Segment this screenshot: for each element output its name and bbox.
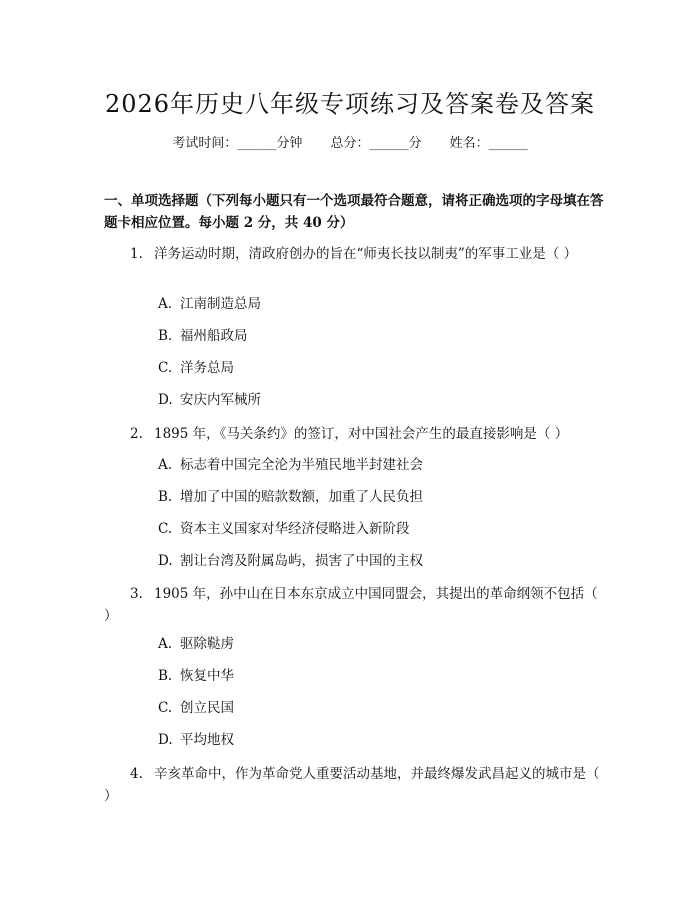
question-2 xyxy=(104,423,604,445)
option-letter: D. xyxy=(158,392,173,408)
question-number: 1. xyxy=(130,246,143,262)
option-letter: B. xyxy=(158,668,173,684)
question-number: 2. xyxy=(130,426,143,442)
student-name-field: 姓名：______ xyxy=(449,136,528,151)
option-text: 标志着中国完全沦为半殖民地半封建社会 xyxy=(180,457,423,473)
option-text: 恢复中华 xyxy=(180,668,234,684)
option-text: 平均地权 xyxy=(180,732,234,748)
section-heading: 一、单项选择题（下列每小题只有一个选项最符合题意，请将正确选项的字母填在答题卡相应位置。每小题 2 分，共 40 分） xyxy=(104,193,604,231)
question-text: 1905 年，孙中山在日本东京成立中国同盟会，其提出的革命纲领不包括（ ） xyxy=(104,586,598,624)
exam-time-field: 考试时间：______分钟 xyxy=(172,136,303,151)
option-letter: A. xyxy=(158,296,173,312)
option-letter: C. xyxy=(158,521,173,537)
option-2b xyxy=(158,487,423,507)
option-text: 资本主义国家对华经济侵略进入新阶段 xyxy=(180,521,410,537)
question-text: 洋务运动时期，清政府创办的旨在“师夷长技以制夷”的军事工业是（ ） xyxy=(154,246,578,262)
option-1d xyxy=(158,390,261,410)
option-text: 创立民国 xyxy=(180,700,234,716)
question-text: 辛亥革命中，作为革命党人重要活动基地，并最终爆发武昌起义的城市是（ ） xyxy=(104,766,600,804)
option-2d xyxy=(158,551,423,571)
page-title: 2026年历史八年级专项练习及答案卷及答案 xyxy=(104,90,596,118)
question-number: 4. xyxy=(130,766,143,782)
option-1b xyxy=(158,326,248,346)
question-4 xyxy=(104,763,604,807)
total-score-field: 总分：______分 xyxy=(330,136,422,151)
option-text: 福州船政局 xyxy=(180,328,248,344)
question-3 xyxy=(104,583,604,627)
question-1 xyxy=(104,243,604,265)
question-number: 3. xyxy=(130,586,143,602)
option-letter: B. xyxy=(158,328,173,344)
option-text: 洋务总局 xyxy=(180,360,234,376)
option-1a xyxy=(158,294,261,314)
option-3a xyxy=(158,634,234,654)
option-letter: B. xyxy=(158,489,173,505)
option-text: 江南制造总局 xyxy=(180,296,261,312)
option-2a xyxy=(158,455,423,475)
option-3c xyxy=(158,698,234,718)
option-letter: D. xyxy=(158,553,173,569)
option-letter: A. xyxy=(158,636,173,652)
option-text: 安庆内军械所 xyxy=(180,392,261,408)
option-1c xyxy=(158,358,234,378)
option-text: 割让台湾及附属岛屿，损害了中国的主权 xyxy=(180,553,423,569)
question-text: 1895 年，《马关条约》的签订，对中国社会产生的最直接影响是（ ） xyxy=(154,426,569,442)
option-2c xyxy=(158,519,410,539)
option-letter: A. xyxy=(158,457,173,473)
option-letter: C. xyxy=(158,360,173,376)
option-3d xyxy=(158,730,234,750)
exam-meta xyxy=(0,132,700,151)
option-text: 增加了中国的赔款数额，加重了人民负担 xyxy=(180,489,423,505)
option-text: 驱除鞑虏 xyxy=(180,636,234,652)
option-letter: C. xyxy=(158,700,173,716)
option-letter: D. xyxy=(158,732,173,748)
option-3b xyxy=(158,666,234,686)
